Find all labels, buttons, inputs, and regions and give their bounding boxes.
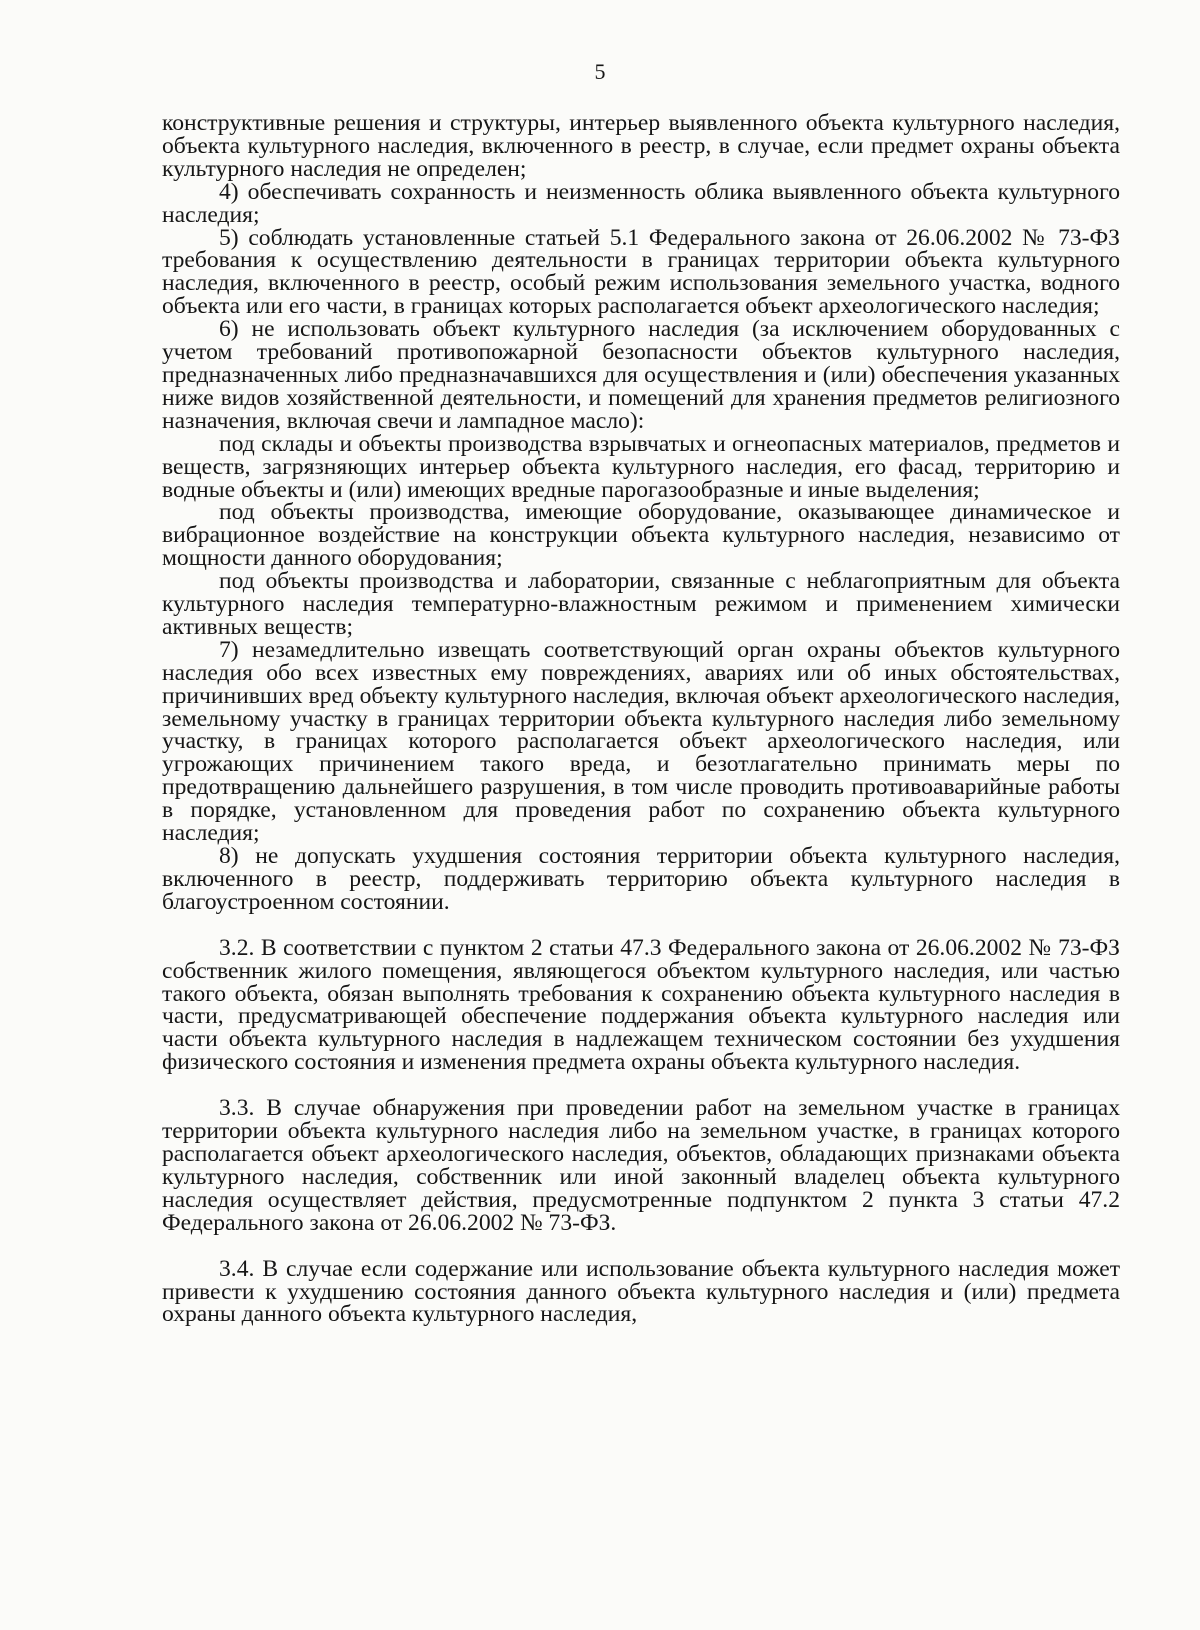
paragraph-item-6: 6) не использовать объект культурного наследия (за исключением оборудованных с учетом требований противопожарной безопасности объектов культурного наследия, предназначенных либо предназначавшихся для осуществления и (или) обеспечения указанных ниже видов хозяйственной деятельности, и помещений для хранения предметов религиозного назначения, включая свечи и лампадное масло): [162,316,1120,434]
document-body [162,112,1120,1326]
paragraph-item-7: 7) незамедлительно извещать соответствующий орган охраны объектов культурного наследия обо всех известных ему повреждениях, авариях или об иных обстоятельствах, причинивших вред объекту культурного наследия, включая объект археологического наследия, земельному участку в границах территории объекта культурного наследия либо земельному участку, в границах которого располагается объект археологического наследия, или угрожающих причинением такого вреда, и безотлагательно принимать меры по предотвращению дальнейшего разрушения, в том числе проводить противоаварийные работы в порядке, установленном для проведения работ по сохранению объекта культурного наследия; [162,636,1120,847]
paragraph-section-3-3: 3.3. В случае обнаружения при проведении работ на земельном участке в границах территории объекта культурного наследия либо на земельном участке, в границах которого располагается объект археологического наследия, объектов, обладающих признаками объекта культурного наследия, собственник или иной законный владелец объекта культурного наследия осуществляет действия, предусмотренные подпунктом 2 пункта 3 статьи 47.2 Федерального закона от 26.06.2002 № 73-ФЗ. [162,1095,1120,1236]
paragraph-item-6-production: под объекты производства, имеющие оборудование, оказывающее динамическое и вибрационное воздействие на конструкции объекта культурного наследия, независимо от мощности данного оборудования; [162,499,1120,572]
page-number: 5 [594,59,606,84]
paragraph-item-5: 5) соблюдать установленные статьей 5.1 Федерального закона от 26.06.2002 № 73-ФЗ требования к осуществлению деятельности в границах территории объекта культурного наследия, включенного в реестр, особый режим использования земельного участка, водного объекта или его части, в границах которых располагается объект археологического наследия; [162,224,1120,320]
paragraph-section-3-2: 3.2. В соответствии с пунктом 2 статьи 47.3 Федерального закона от 26.06.2002 № 73-ФЗ собственник жилого помещения, являющегося объектом культурного наследия, или частью такого объекта, обязан выполнять требования к сохранению объекта культурного наследия в части, предусматривающей обеспечение поддержания объекта культурного наследия или части объекта культурного наследия в надлежащем техническом состоянии без ухудшения физического состояния и изменения предмета охраны объекта культурного наследия. [162,934,1120,1076]
paragraph-item-4: 4) обеспечивать сохранность и неизменность облика выявленного объекта культурного наследия; [162,178,1120,228]
paragraph-item-6-laboratories: под объекты производства и лаборатории, связанные с неблагоприятным для объекта культурного наследия температурно-влажностным режимом и применением химически активных веществ; [162,568,1120,640]
paragraph-section-3-4: 3.4. В случае если содержание или использование объекта культурного наследия может привести к ухудшению состояния данного объекта культурного наследия и (или) предмета охраны данного объекта культурного наследия, [162,1255,1120,1328]
paragraph-item-8: 8) не допускать ухудшения состояния территории объекта культурного наследия, включенного в реестр, поддерживать территорию объекта культурного наследия в благоустроенном состоянии. [162,843,1120,915]
paragraph-continuation: конструктивные решения и структуры, интерьер выявленного объекта культурного наследия, объекта культурного наследия, включенного в реестр, в случае, если предмет охраны объекта культурного наследия не определен; [162,110,1120,182]
paragraph-item-6-warehouses: под склады и объекты производства взрывчатых и огнеопасных материалов, предметов и веществ, загрязняющих интерьер объекта культурного наследия, его фасад, территорию и водные объекты и (или) имеющих вредные парогазообразные и иные выделения; [162,430,1120,503]
